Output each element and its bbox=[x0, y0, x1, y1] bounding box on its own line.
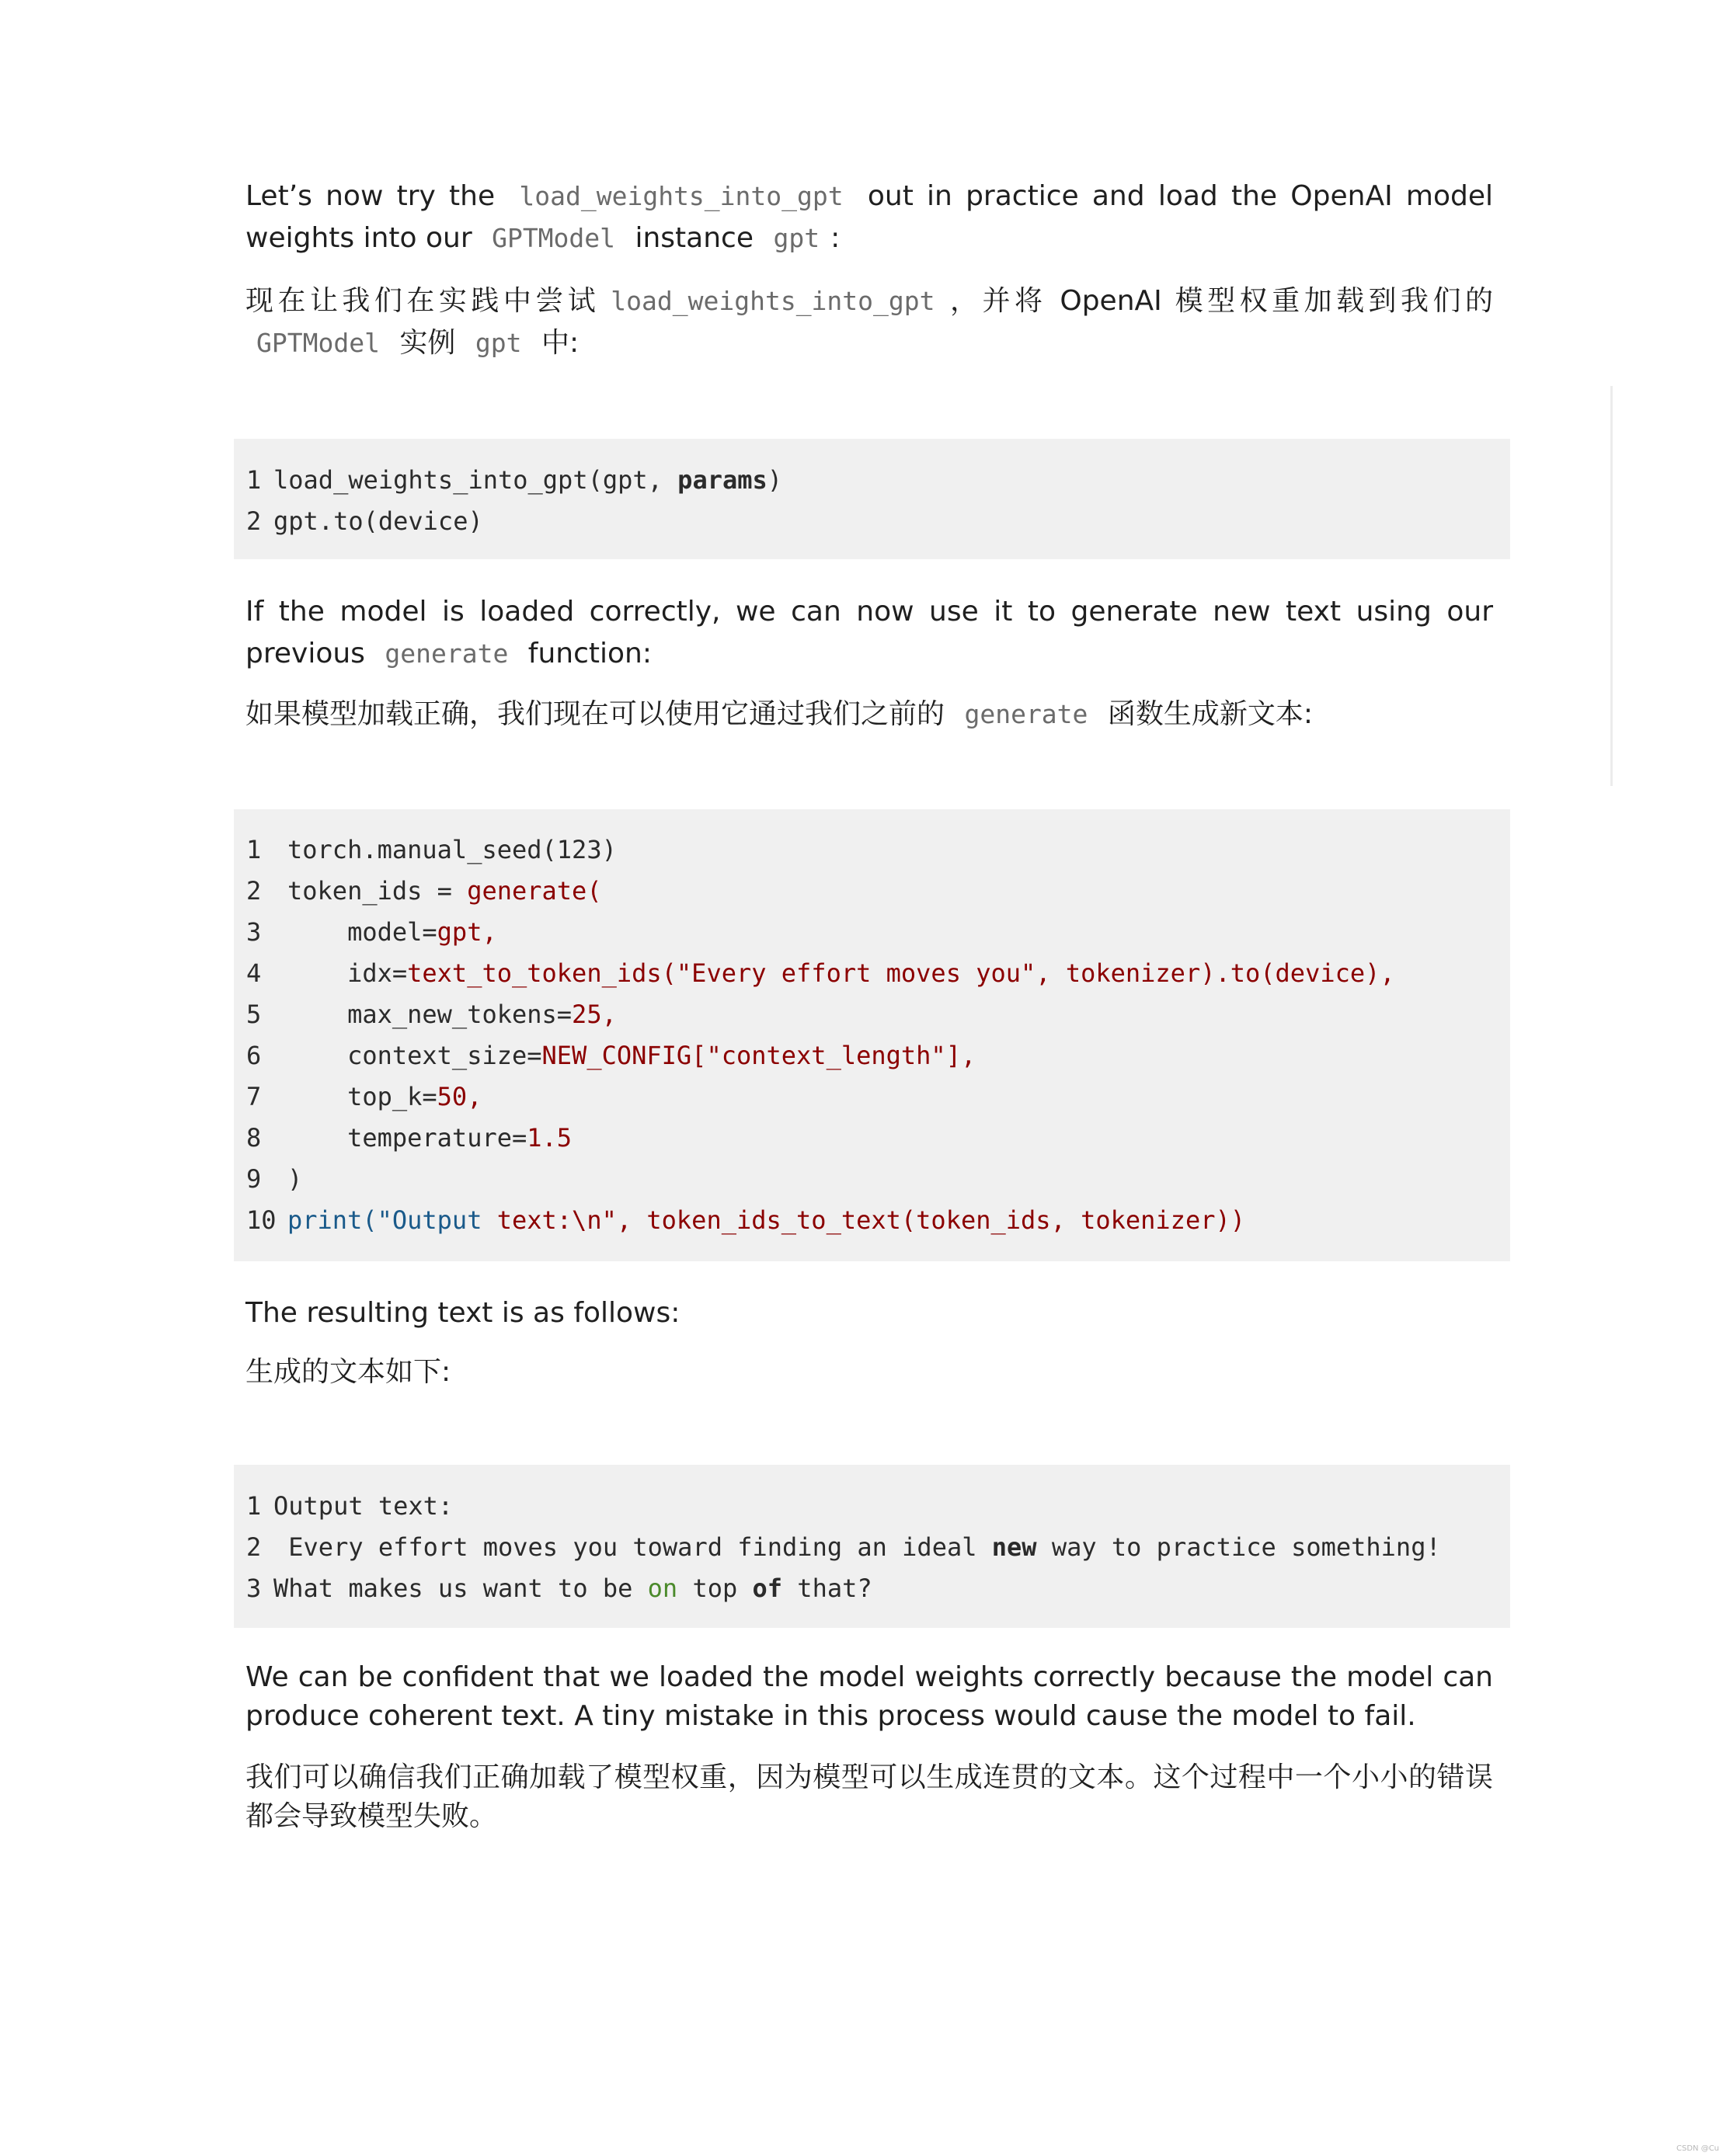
watermark: CSDN @Cu bbox=[1676, 2144, 1720, 2153]
generate-paragraph-en bbox=[245, 591, 1493, 675]
text-span: : bbox=[830, 222, 841, 254]
code-text: torch.manual_seed(123) bbox=[287, 835, 617, 864]
text-span: 函数生成新文本: bbox=[1107, 698, 1314, 730]
code-line bbox=[246, 912, 497, 953]
code-text: gpt, bbox=[437, 917, 497, 947]
inline-code: gpt bbox=[475, 328, 522, 358]
text-span: 中: bbox=[541, 327, 580, 359]
text-span: instance bbox=[635, 222, 754, 254]
inline-code: GPTModel bbox=[256, 328, 380, 358]
line-number: 8 bbox=[246, 1123, 262, 1153]
line-number: 4 bbox=[246, 958, 262, 988]
code-block-output bbox=[234, 1465, 1510, 1628]
code-text: of bbox=[752, 1574, 783, 1603]
line-number: 3 bbox=[246, 917, 262, 947]
line-number: 5 bbox=[246, 1000, 262, 1029]
code-text: that? bbox=[782, 1574, 872, 1603]
code-text: text_to_token_ids("Every effort moves you", tokenizer).to(device), bbox=[407, 958, 1395, 988]
inline-code: GPTModel bbox=[492, 223, 616, 253]
line-number: 2 bbox=[246, 1532, 262, 1562]
code-text: Every effort moves you toward finding an ideal bbox=[273, 1532, 992, 1562]
text-span: 现在让我们在实践中尝试 bbox=[245, 285, 600, 317]
code-text: text:\n", token_ids_to_text(token_ids, tokenizer)) bbox=[482, 1205, 1245, 1235]
inline-code: load_weights_into_gpt bbox=[519, 181, 844, 211]
line-number: 6 bbox=[246, 1041, 262, 1070]
code-text: way to practice something! bbox=[1036, 1532, 1441, 1562]
code-block-generate bbox=[234, 809, 1510, 1261]
text-span: 实例 bbox=[399, 327, 456, 359]
code-text: 25, bbox=[572, 1000, 617, 1029]
line-number: 10 bbox=[246, 1205, 277, 1235]
result-paragraph-zh bbox=[245, 1351, 1493, 1393]
code-line bbox=[246, 994, 617, 1035]
inline-code: generate bbox=[964, 699, 1088, 729]
inline-code: load_weights_into_gpt bbox=[611, 286, 935, 316]
code-line bbox=[246, 1568, 872, 1609]
code-line bbox=[246, 829, 617, 871]
conclusion-paragraph-zh bbox=[245, 1758, 1493, 1836]
text-span: 如果模型加载正确，我们现在可以使用它通过我们之前的 bbox=[245, 698, 945, 730]
code-text: gpt.to(device) bbox=[273, 506, 483, 536]
code-line bbox=[246, 1035, 976, 1076]
code-text: max_new_tokens= bbox=[287, 1000, 573, 1029]
code-line bbox=[246, 1200, 1245, 1241]
code-line bbox=[246, 1527, 1441, 1568]
code-text: load_weights_into_gpt(gpt, bbox=[273, 465, 678, 495]
result-paragraph-en bbox=[245, 1292, 1493, 1334]
code-text: temperature= bbox=[287, 1123, 527, 1153]
code-block-load-weights bbox=[234, 439, 1510, 559]
code-text: generate( bbox=[467, 876, 602, 906]
code-line bbox=[246, 1118, 572, 1159]
code-text: params bbox=[677, 465, 768, 495]
code-text: ) bbox=[287, 1164, 303, 1194]
code-text: token_ids = bbox=[287, 876, 468, 906]
code-line bbox=[246, 460, 782, 501]
code-line bbox=[246, 1486, 453, 1527]
line-number: 9 bbox=[246, 1164, 262, 1194]
text-span: ，并将 OpenAI 模型权重加载到我们的 bbox=[945, 285, 1493, 317]
intro-paragraph-zh bbox=[245, 280, 1493, 364]
intro-paragraph-en bbox=[245, 176, 1493, 259]
line-number: 3 bbox=[246, 1574, 262, 1603]
code-line bbox=[246, 1076, 482, 1118]
text-span: 我们可以确信我们正确加载了模型权重，因为模型可以生成连贯的文本。这个过程中一个小小的错误都会导致模型失败。 bbox=[245, 1761, 1493, 1832]
code-text: 1.5 bbox=[527, 1123, 573, 1153]
code-text: context_size= bbox=[287, 1041, 542, 1070]
scrollbar-track[interactable] bbox=[1610, 386, 1613, 786]
line-number: 1 bbox=[246, 835, 262, 864]
code-line bbox=[246, 953, 1395, 994]
inline-code: generate bbox=[385, 638, 509, 669]
code-line bbox=[246, 501, 483, 542]
code-text: print("Output bbox=[287, 1205, 482, 1235]
text-span: We can be confident that we loaded the model weights correctly because the model can produce coherent text. A tiny mistake in this process would cause the model to fail. bbox=[245, 1661, 1493, 1732]
line-number: 1 bbox=[246, 1491, 262, 1521]
code-text: top_k= bbox=[287, 1082, 437, 1111]
code-text: idx= bbox=[287, 958, 408, 988]
inline-code: gpt bbox=[773, 223, 820, 253]
code-text: top bbox=[677, 1574, 753, 1603]
code-text: new bbox=[991, 1532, 1037, 1562]
code-text: What makes us want to be bbox=[273, 1574, 648, 1603]
code-line bbox=[246, 871, 602, 912]
line-number: 2 bbox=[246, 876, 262, 906]
code-text: on bbox=[647, 1574, 678, 1603]
text-span: out in practice and load the OpenAI model weights into our bbox=[245, 180, 1494, 254]
text-span: function: bbox=[527, 638, 652, 669]
line-number: 7 bbox=[246, 1082, 262, 1111]
line-number: 1 bbox=[246, 465, 262, 495]
text-span: The resulting text is as follows: bbox=[245, 1297, 680, 1329]
code-text: Output text: bbox=[273, 1491, 454, 1521]
code-text: NEW_CONFIG["context_length"], bbox=[541, 1041, 976, 1070]
text-span: 生成的文本如下: bbox=[245, 1356, 451, 1388]
generate-paragraph-zh bbox=[245, 694, 1493, 735]
code-text: ) bbox=[767, 465, 783, 495]
conclusion-paragraph-en bbox=[245, 1658, 1493, 1736]
text-span: Let’s now try the bbox=[245, 180, 496, 212]
line-number: 2 bbox=[246, 506, 262, 536]
code-text: 50, bbox=[437, 1082, 482, 1111]
text-span: If the model is loaded correctly, we can now use it to generate new text using our previous bbox=[245, 596, 1493, 669]
code-text: model= bbox=[287, 917, 437, 947]
code-line bbox=[246, 1159, 302, 1200]
